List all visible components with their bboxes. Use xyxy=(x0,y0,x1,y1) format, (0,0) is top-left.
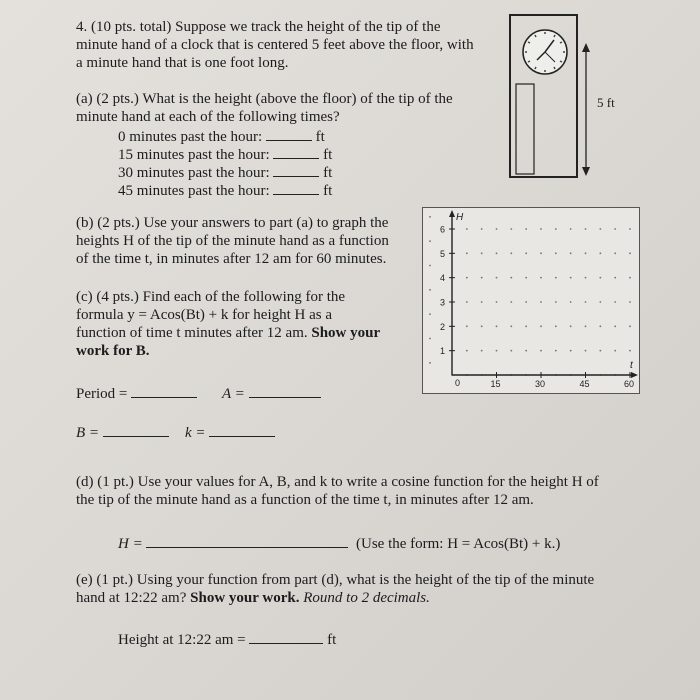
grid-dot xyxy=(570,277,572,279)
y-tick-label: 1 xyxy=(440,346,446,357)
grid-dot xyxy=(429,338,431,340)
x-tick-label: 45 xyxy=(579,379,590,389)
row-unit: ft xyxy=(323,147,333,163)
grid-dot xyxy=(570,301,572,303)
part-e-line-1: (e) (1 pt.) Using your function from part (d), what is the height of the tip of the minute xyxy=(76,572,595,588)
grid-dot xyxy=(555,277,557,279)
grid-dot xyxy=(510,228,512,230)
row-label: 15 minutes past the hour: xyxy=(118,147,270,163)
grid-dot xyxy=(525,325,527,327)
show-work-label: Show your xyxy=(311,325,381,341)
grid-dot xyxy=(555,350,557,352)
part-a-row-0 xyxy=(118,128,325,146)
grid-dot xyxy=(555,228,557,230)
grid-dot xyxy=(466,325,468,327)
graph-frame xyxy=(423,208,640,394)
grid-dot xyxy=(466,228,468,230)
grid-dot xyxy=(614,350,616,352)
period-row xyxy=(76,385,197,403)
grid-dot xyxy=(525,350,527,352)
grid-dot xyxy=(510,325,512,327)
a-label: A = xyxy=(222,386,245,402)
grid-dot xyxy=(481,301,483,303)
height-at-label: Height at 12:22 am = xyxy=(118,632,246,648)
y-axis-label: H xyxy=(456,212,464,223)
grid-dot xyxy=(525,252,527,254)
b-blank[interactable] xyxy=(103,424,169,437)
grid-dot xyxy=(481,277,483,279)
grid-dot xyxy=(555,252,557,254)
grid-dot xyxy=(599,277,601,279)
k-label: k = xyxy=(185,425,206,441)
part-a-row-2 xyxy=(118,164,332,182)
part-d-line-1: (d) (1 pt.) Use your values for A, B, and k to write a cosine function for the height H of xyxy=(76,474,599,490)
grid-dot xyxy=(555,325,557,327)
grid-dot xyxy=(585,301,587,303)
h-row xyxy=(118,535,348,553)
q4-line-2: minute hand of a clock that is centered 5 feet above the floor, with xyxy=(76,37,474,53)
grid-dot xyxy=(525,277,527,279)
grid-dot xyxy=(496,228,498,230)
grid-dot xyxy=(585,228,587,230)
part-a-line-2: minute hand at each of the following times? xyxy=(76,109,340,125)
y-tick-label: 2 xyxy=(440,321,446,332)
h-label: H = xyxy=(118,536,143,552)
row-unit: ft xyxy=(315,129,325,145)
grid-dot xyxy=(629,252,631,254)
y-tick-label: 6 xyxy=(440,224,446,235)
grid-dot xyxy=(466,350,468,352)
grid-dot xyxy=(599,301,601,303)
q4-line-1: 4. (10 pts. total) Suppose we track the height of the tip of the xyxy=(76,19,441,35)
grid-dot xyxy=(614,301,616,303)
height-label: 5 ft xyxy=(597,95,615,110)
height-unit: ft xyxy=(327,632,337,648)
x-tick-label: 30 xyxy=(535,379,546,389)
grid-dot xyxy=(585,252,587,254)
arrow-head-up xyxy=(582,43,590,52)
grid-dot xyxy=(599,252,601,254)
grid-dot xyxy=(466,252,468,254)
grid-dot xyxy=(510,301,512,303)
grid-dot xyxy=(570,350,572,352)
y-tick-label: 3 xyxy=(440,297,446,308)
grid-dot xyxy=(585,277,587,279)
answer-blank-3[interactable] xyxy=(273,182,319,195)
grid-dot xyxy=(599,325,601,327)
a-blank[interactable] xyxy=(249,385,321,398)
show-work-label-e: Show your work. xyxy=(190,590,300,606)
part-a-row-3 xyxy=(118,182,332,200)
part-b-line-1: (b) (2 pts.) Use your answers to part (a) to graph the xyxy=(76,215,389,231)
height-row xyxy=(118,631,336,649)
part-e-line-2-text: hand at 12:22 am? xyxy=(76,590,187,606)
y-tick-label: 5 xyxy=(440,248,446,259)
x-tick-label: 15 xyxy=(490,379,501,389)
part-c-line-3 xyxy=(76,324,380,342)
grid-dot xyxy=(540,301,542,303)
grid-dot xyxy=(496,277,498,279)
part-c-line-3-text: function of time t minutes after 12 am. xyxy=(76,325,308,341)
answer-blank-1[interactable] xyxy=(273,146,319,159)
grid-dot xyxy=(496,350,498,352)
clock-figure xyxy=(500,10,640,185)
graph-grid[interactable] xyxy=(422,207,640,395)
grid-dot xyxy=(570,252,572,254)
grid-dot xyxy=(614,277,616,279)
grid-dot xyxy=(585,350,587,352)
grid-dot xyxy=(481,350,483,352)
row-label: 0 minutes past the hour: xyxy=(118,129,263,145)
answer-blank-0[interactable] xyxy=(266,128,312,141)
grid-dot xyxy=(599,228,601,230)
grid-dot xyxy=(525,228,527,230)
grid-dot xyxy=(510,350,512,352)
grid-dot xyxy=(585,325,587,327)
x-axis-label: t xyxy=(630,360,633,371)
period-blank[interactable] xyxy=(131,385,197,398)
grid-dot xyxy=(481,228,483,230)
part-c-line-2: formula y = Acos(Bt) + k for height H as a xyxy=(76,307,333,323)
grid-dot xyxy=(629,301,631,303)
round-note: Round to 2 decimals. xyxy=(303,590,430,606)
grid-dot xyxy=(429,313,431,315)
form-hint: (Use the form: H = Acos(Bt) + k.) xyxy=(356,536,561,552)
arrow-head-down xyxy=(582,167,590,176)
grid-dot xyxy=(429,240,431,242)
row-unit: ft xyxy=(323,165,333,181)
part-c-line-4: work for B. xyxy=(76,343,150,359)
part-b-line-2: heights H of the tip of the minute hand as a function xyxy=(76,233,389,249)
grid-dot xyxy=(429,216,431,218)
grid-dot xyxy=(429,265,431,267)
grid-dot xyxy=(540,277,542,279)
k-blank[interactable] xyxy=(209,424,275,437)
grid-dot xyxy=(540,350,542,352)
grid-dot xyxy=(540,252,542,254)
b-label: B = xyxy=(76,425,100,441)
grid-dot xyxy=(466,277,468,279)
grid-dot xyxy=(510,277,512,279)
grid-dot xyxy=(496,325,498,327)
grid-dot xyxy=(570,325,572,327)
grid-dot xyxy=(540,228,542,230)
grid-dot xyxy=(429,289,431,291)
h-blank[interactable] xyxy=(146,535,348,548)
part-e-line-2 xyxy=(76,589,430,607)
grid-dot xyxy=(496,301,498,303)
grid-dot xyxy=(629,350,631,352)
grid-dot xyxy=(525,301,527,303)
row-label: 45 minutes past the hour: xyxy=(118,183,270,199)
k-row xyxy=(185,424,275,442)
q4-line-3: a minute hand that is one foot long. xyxy=(76,55,289,71)
grid-dot xyxy=(496,252,498,254)
part-b-line-3: of the time t, in minutes after 12 am for 60 minutes. xyxy=(76,251,387,267)
grid-dot xyxy=(614,252,616,254)
grid-dot xyxy=(540,325,542,327)
grid-dot xyxy=(481,252,483,254)
grid-dot xyxy=(466,301,468,303)
grid-dot xyxy=(555,301,557,303)
row-unit: ft xyxy=(323,183,333,199)
pendulum-box xyxy=(516,84,534,174)
grid-dot xyxy=(429,362,431,364)
part-d-line-2: the tip of the minute hand as a function of the time t, in minutes after 12 am. xyxy=(76,492,534,508)
part-c-line-1: (c) (4 pts.) Find each of the following for the xyxy=(76,289,346,305)
x-tick-label: 60 xyxy=(624,379,635,389)
row-label: 30 minutes past the hour: xyxy=(118,165,270,181)
grid-dot xyxy=(629,277,631,279)
grid-dot xyxy=(570,228,572,230)
b-row xyxy=(76,424,169,442)
grid-dot xyxy=(510,252,512,254)
grid-dot xyxy=(599,350,601,352)
a-row xyxy=(222,385,321,403)
grid-dot xyxy=(614,325,616,327)
grid-dot xyxy=(629,228,631,230)
part-a-row-1 xyxy=(118,146,332,164)
grid-dot xyxy=(481,325,483,327)
y-tick-label: 4 xyxy=(440,273,446,284)
part-a-line-1: (a) (2 pts.) What is the height (above the floor) of the tip of the xyxy=(76,91,453,107)
grid-dot xyxy=(629,325,631,327)
period-label: Period = xyxy=(76,386,128,402)
grid-dot xyxy=(614,228,616,230)
origin-label: 0 xyxy=(455,378,461,388)
height-blank[interactable] xyxy=(249,631,323,644)
answer-blank-2[interactable] xyxy=(273,164,319,177)
